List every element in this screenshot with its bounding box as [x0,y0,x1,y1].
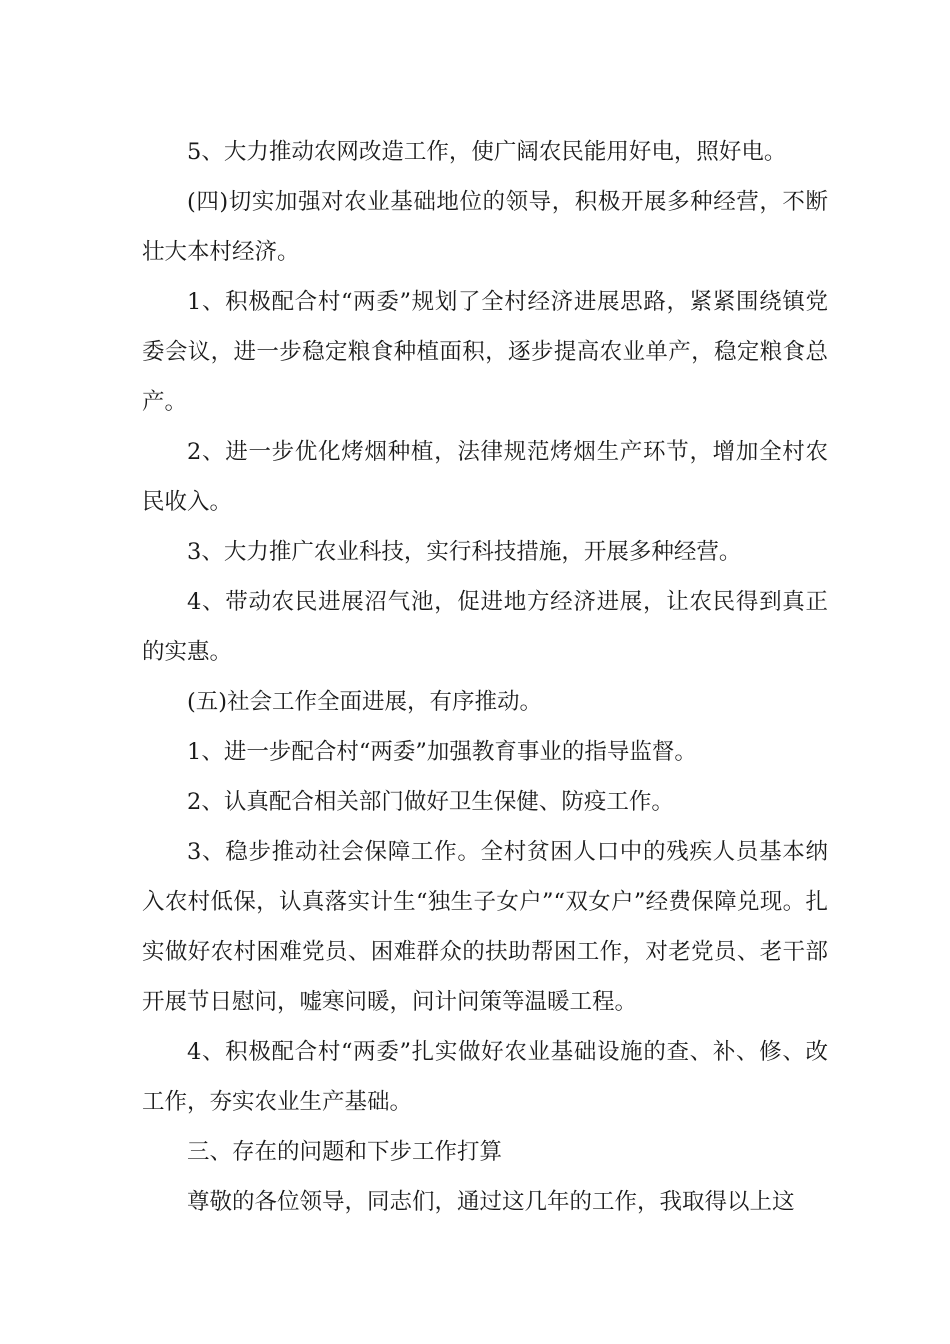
paragraph-item-2-health: 2、认真配合相关部门做好卫生保健、防疫工作。 [187,789,674,815]
section-heading-four: (四)切实加强对农业基础地位的领导，积极开展多种经营，不断壮大本村经济。 [142,189,828,265]
paragraph-item-4-infrastructure: 4、积极配合村“两委”扎实做好农业基础设施的查、补、修、改工作，夯实农业生产基础。 [142,1039,828,1115]
paragraph-item-3-technology: 3、大力推广农业科技，实行科技措施，开展多种经营。 [187,539,742,565]
paragraph-closing: 尊敬的各位领导，同志们，通过这几年的工作，我取得以上这 [187,1189,795,1215]
section-heading-three: 三、存在的问题和下步工作打算 [187,1139,503,1165]
paragraph-item-2-tobacco: 2、进一步优化烤烟种植，法律规范烤烟生产环节，增加全村农民收入。 [142,439,828,515]
paragraph-item-5-power-grid: 5、大力推动农网改造工作，使广阔农民能用好电，照好电。 [187,139,787,165]
paragraph-item-1-economy: 1、积极配合村“两委”规划了全村经济进展思路，紧紧围绕镇党委会议，进一步稳定粮食种植面积，逐步提高农业单产，稳定粮食总产。 [142,289,828,415]
section-heading-five: (五)社会工作全面进展，有序推动。 [187,689,543,715]
document-body [142,127,828,1227]
paragraph-item-1-education: 1、进一步配合村“两委”加强教育事业的指导监督。 [187,739,697,765]
paragraph-item-3-social-security: 3、稳步推动社会保障工作。全村贫困人口中的残疾人员基本纳入农村低保，认真落实计生“独生子女户”“双女户”经费保障兑现。扎实做好农村困难党员、困难群众的扶助帮困工作，对老党员、老干部开展节日慰问，嘘寒问暖，问计问策等温暖工程。 [142,839,828,1015]
paragraph-item-4-biogas: 4、带动农民进展沼气池，促进地方经济进展，让农民得到真正的实惠。 [142,589,828,665]
